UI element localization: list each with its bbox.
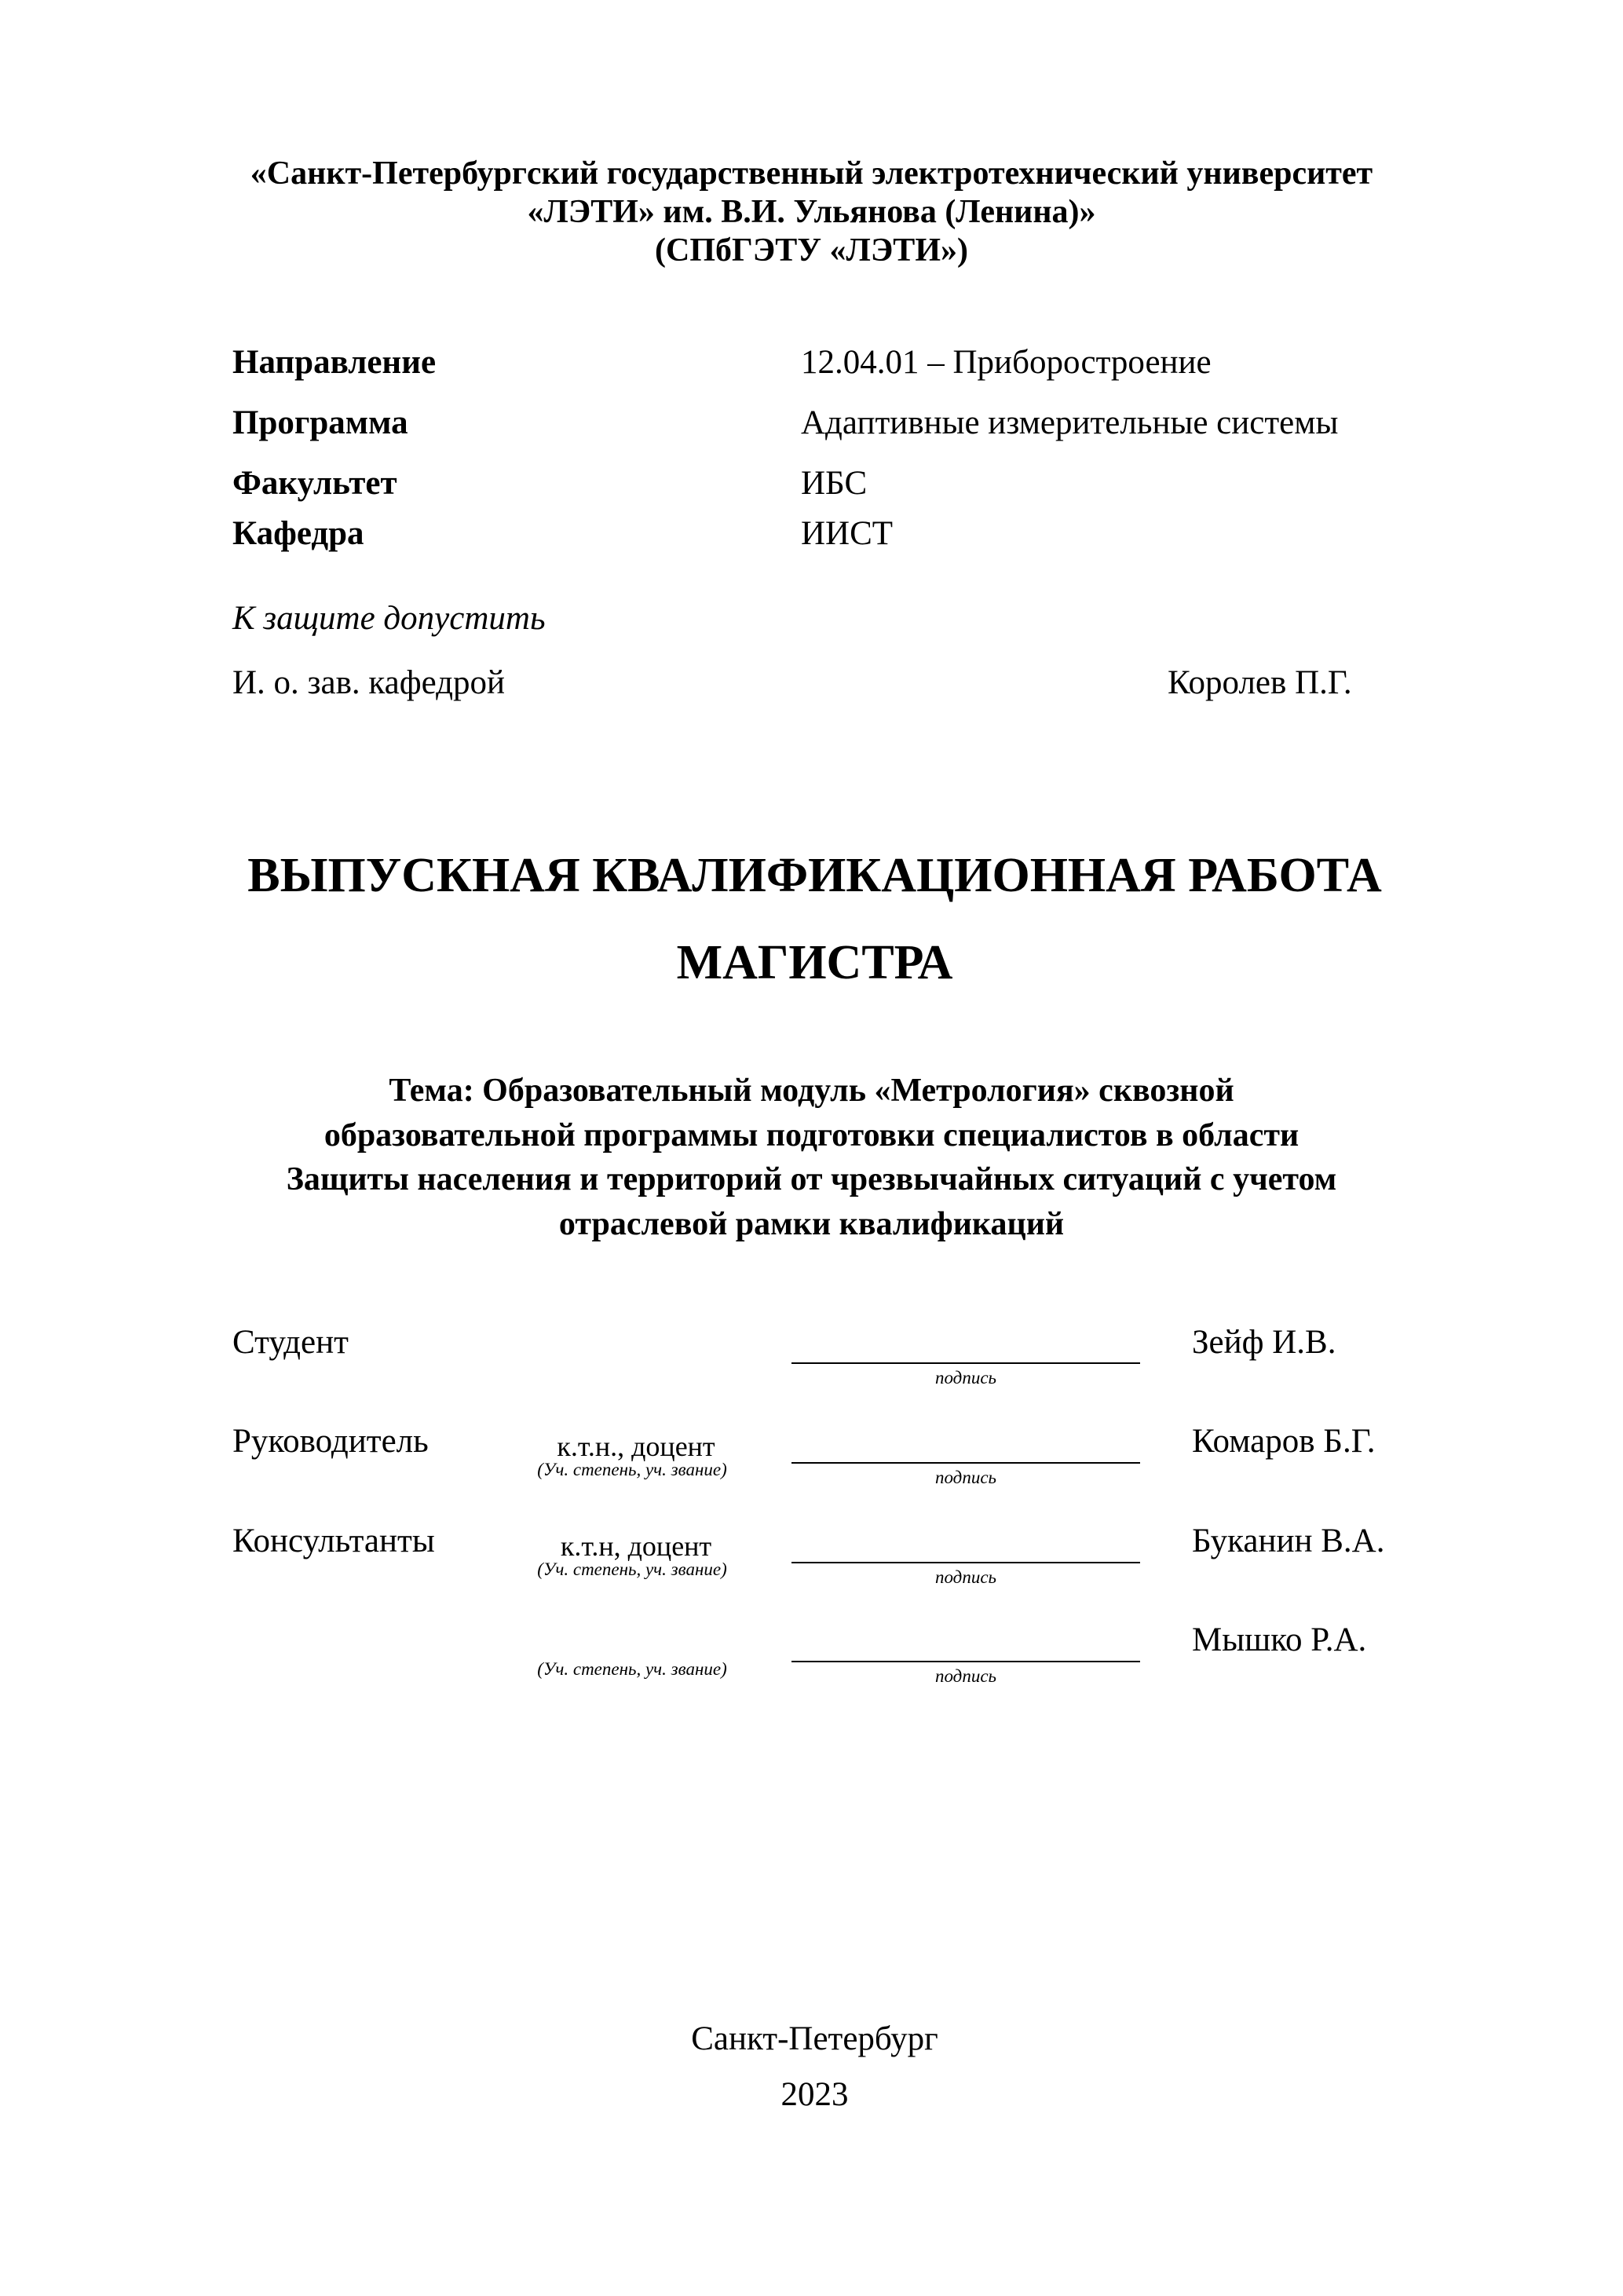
university-name-line-2: «ЛЭТИ» им. В.И. Ульянова (Ленина)» bbox=[527, 194, 1096, 230]
supervisor-signature-line bbox=[791, 1462, 1140, 1464]
student-name: Зейф И.В. bbox=[1192, 1324, 1336, 1361]
supervisor-signature-hint: подпись bbox=[934, 1468, 996, 1487]
university-name-line-1: «Санкт-Петербургский государственный электротехнический университет bbox=[250, 155, 1373, 192]
footer-year: 2023 bbox=[780, 2076, 849, 2113]
approval-role: И. о. зав. кафедрой bbox=[232, 664, 506, 701]
consultant-1-name: Буканин В.А. bbox=[1192, 1523, 1385, 1559]
supervisor-name: Комаров Б.Г. bbox=[1192, 1423, 1376, 1460]
university-abbreviation: (СПбГЭТУ «ЛЭТИ») bbox=[655, 232, 968, 269]
consultant-2-degree-hint: (Уч. степень, уч. звание) bbox=[537, 1659, 727, 1679]
document-title-line-1: ВЫПУСКНАЯ КВАЛИФИКАЦИОННАЯ РАБОТА bbox=[247, 849, 1382, 902]
document-title-line-2: МАГИСТРА bbox=[676, 936, 953, 989]
topic-line-1: Тема: Образовательный модуль «Метрология» сквозной bbox=[389, 1073, 1234, 1109]
footer-city: Санкт-Петербург bbox=[691, 2020, 938, 2057]
topic-line-3: Защиты населения и территорий от чрезвычайных ситуаций с учетом bbox=[286, 1161, 1337, 1197]
consultant-1-degree: к.т.н, доцент bbox=[560, 1530, 712, 1562]
topic-line-4: отраслевой рамки квалификаций bbox=[558, 1205, 1065, 1242]
supervisor-degree-hint: (Уч. степень, уч. звание) bbox=[537, 1460, 727, 1479]
consultant-1-signature-hint: подпись bbox=[934, 1567, 996, 1587]
student-signature-hint: подпись bbox=[934, 1368, 996, 1387]
faculty-value: ИБС bbox=[801, 465, 868, 502]
consultant-1-degree-hint: (Уч. степень, уч. звание) bbox=[537, 1559, 727, 1579]
direction-value: 12.04.01 – Приборостроение bbox=[801, 344, 1212, 381]
thesis-topic bbox=[0, 1069, 1623, 1246]
consultant-2-signature-line bbox=[791, 1661, 1140, 1662]
student-role: Студент bbox=[232, 1324, 349, 1361]
approval-name: Королев П.Г. bbox=[1168, 664, 1352, 701]
consultant-1-signature-line bbox=[791, 1562, 1140, 1563]
supervisor-degree: к.т.н., доцент bbox=[557, 1431, 715, 1462]
supervisor-role: Руководитель bbox=[232, 1423, 429, 1460]
program-value: Адаптивные измерительные системы bbox=[801, 404, 1339, 441]
university-header bbox=[0, 155, 1623, 270]
direction-label: Направление bbox=[232, 344, 437, 381]
consultant-2-name: Мышко Р.А. bbox=[1192, 1621, 1367, 1658]
student-signature-line bbox=[791, 1362, 1140, 1364]
department-value: ИИСТ bbox=[801, 515, 894, 552]
topic-line-2: образовательной программы подготовки специалистов в области bbox=[324, 1117, 1299, 1153]
consultant-2-signature-hint: подпись bbox=[934, 1666, 996, 1686]
approval-caption: К защите допустить bbox=[232, 600, 546, 637]
department-label: Кафедра bbox=[232, 515, 364, 552]
consultants-role: Консультанты bbox=[232, 1523, 435, 1559]
faculty-label: Факультет bbox=[232, 465, 397, 502]
program-label: Программа bbox=[232, 404, 408, 441]
